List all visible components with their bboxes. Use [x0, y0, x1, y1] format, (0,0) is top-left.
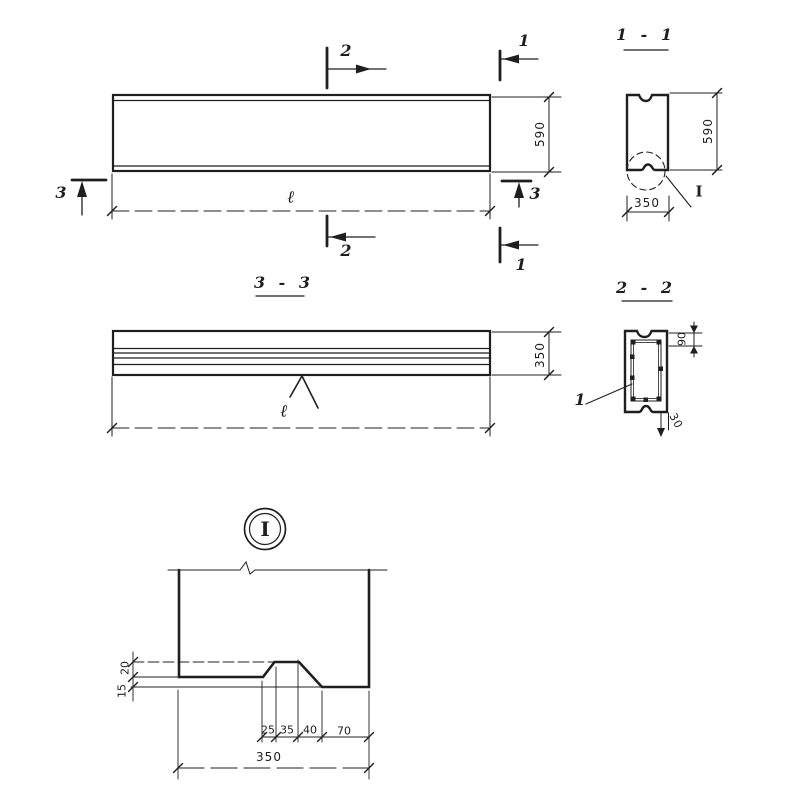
- section-1-1-dim-350-label: 350: [634, 196, 660, 210]
- section-3-3-title: 3 - 3: [253, 273, 315, 292]
- section-2-2-title: 2 - 2: [615, 278, 677, 297]
- detail-dim-350-label: 350: [256, 750, 282, 764]
- notch-profile: [179, 570, 369, 687]
- detail-I-ref-label: I: [260, 517, 270, 541]
- detail-leader: [666, 176, 691, 207]
- section-mark-1-bottom-label: 1: [515, 255, 527, 274]
- rebar-dots: [630, 340, 663, 403]
- section-3-3-dim-350-label: 350: [533, 342, 547, 368]
- section-mark-2-top-label: 2: [340, 41, 352, 60]
- section-3-3-dim-length-label: ℓ: [280, 401, 288, 422]
- section-mark-2-top: [327, 48, 386, 88]
- section-mark-3-left: [72, 180, 106, 215]
- section-2-2-dim-30-label: 30: [666, 410, 686, 432]
- detail-dim-70-label: 70: [337, 724, 351, 738]
- section-2-2-view: [586, 301, 672, 412]
- section-2-2-dim-90-label: 90: [675, 332, 689, 346]
- section-1-1-view: [624, 50, 691, 210]
- section-1-1-title: 1 - 1: [615, 25, 677, 44]
- strand-pointer-mark: [290, 376, 318, 408]
- section-2-2-rebar-mark-label: 1: [574, 390, 586, 409]
- section-mark-1-top: [500, 51, 538, 80]
- section-1-1-detail-ref-label: I: [695, 182, 703, 201]
- section-mark-3-left-label: 3: [55, 183, 67, 202]
- main-dim-length: [108, 174, 495, 219]
- section-3-3-dim-length: [108, 377, 495, 436]
- section-3-3-dim-350: [492, 328, 561, 380]
- main-dim-590-label: 590: [533, 121, 547, 147]
- section-mark-1-top-label: 1: [518, 31, 530, 50]
- detail-I-view: [168, 509, 387, 688]
- section-mark-2-bottom-label: 2: [340, 241, 352, 260]
- detail-dim-15-label: 15: [115, 684, 129, 698]
- section-mark-3-right: [502, 181, 531, 207]
- section-mark-3-right-label: 3: [529, 184, 541, 203]
- main-dim-590: [492, 93, 561, 177]
- detail-dim-40-label: 40: [303, 723, 317, 737]
- break-line: [168, 562, 387, 574]
- main-dim-length-label: ℓ: [287, 187, 295, 208]
- detail-dim-35-label: 35: [280, 723, 294, 737]
- section-1-1-dim-590-label: 590: [701, 118, 715, 144]
- detail-dim-20-label: 20: [118, 661, 132, 675]
- main-beam-elevation: [113, 95, 490, 171]
- section-3-3-view: [113, 296, 490, 408]
- detail-dim-25-label: 25: [261, 723, 275, 737]
